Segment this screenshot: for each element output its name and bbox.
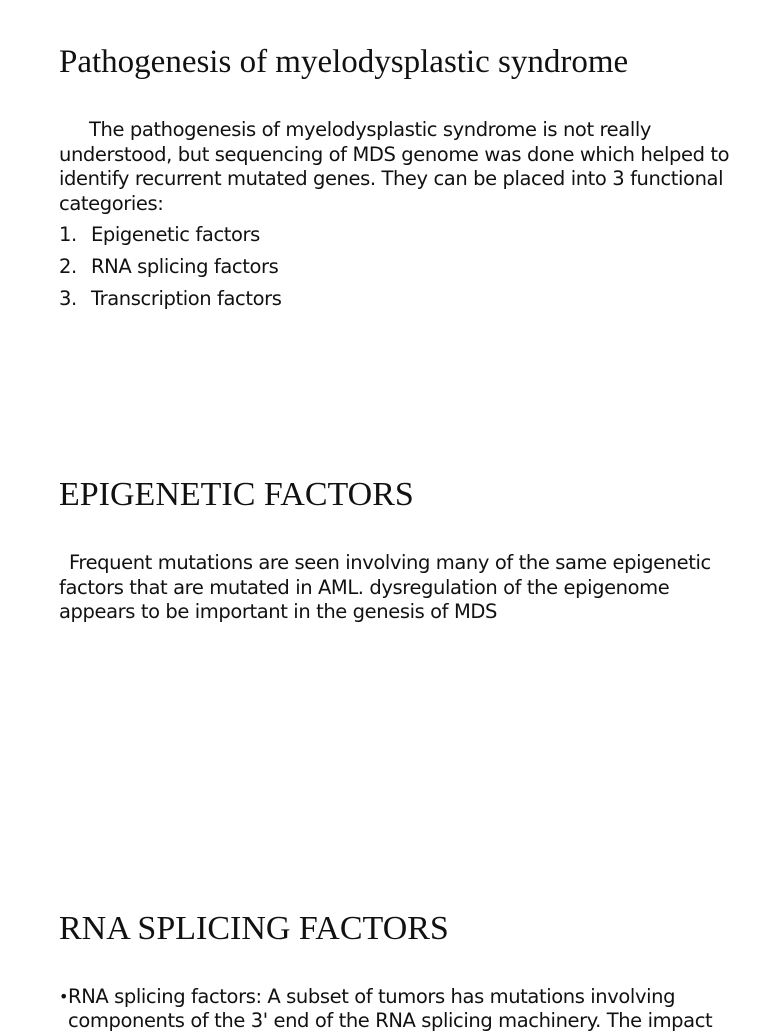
list-item xyxy=(59,223,282,255)
functional-categories-list xyxy=(59,223,282,319)
slide-title-pathogenesis: Pathogenesis of myelodysplastic syndrome xyxy=(59,44,629,80)
list-item-text: Transcription factors xyxy=(91,287,282,310)
rna-splicing-bullet xyxy=(59,985,759,1033)
slide-title-rna-splicing: RNA SPLICING FACTORS xyxy=(59,910,449,947)
bullet-icon: • xyxy=(59,987,69,1006)
list-item-text: Epigenetic factors xyxy=(91,223,260,246)
list-item-text: RNA splicing factors xyxy=(91,255,279,278)
list-item-number: 2. xyxy=(59,255,77,278)
pathogenesis-paragraph-text: The pathogenesis of myelodysplastic syndrome is not really understood, but sequencing of MDS genome was done which helped to identify recurrent mutated genes. They can be placed into 3 functional categories: xyxy=(59,118,730,215)
pathogenesis-paragraph xyxy=(59,118,739,216)
list-item xyxy=(59,255,282,287)
slide-title-epigenetic: EPIGENETIC FACTORS xyxy=(59,476,414,513)
list-item-number: 1. xyxy=(59,223,77,246)
epigenetic-paragraph-text: Frequent mutations are seen involving many of the same epigenetic factors that are mutated in AML. dysregulation of the epigenome appears to be important in the genesis of MDS xyxy=(59,551,711,623)
list-item xyxy=(59,287,282,319)
rna-splicing-bullet-text: RNA splicing factors: A subset of tumors has mutations involving components of the 3' end of the RNA splicing machinery. The impact xyxy=(68,985,713,1032)
epigenetic-paragraph xyxy=(59,551,739,625)
list-item-number: 3. xyxy=(59,287,77,310)
